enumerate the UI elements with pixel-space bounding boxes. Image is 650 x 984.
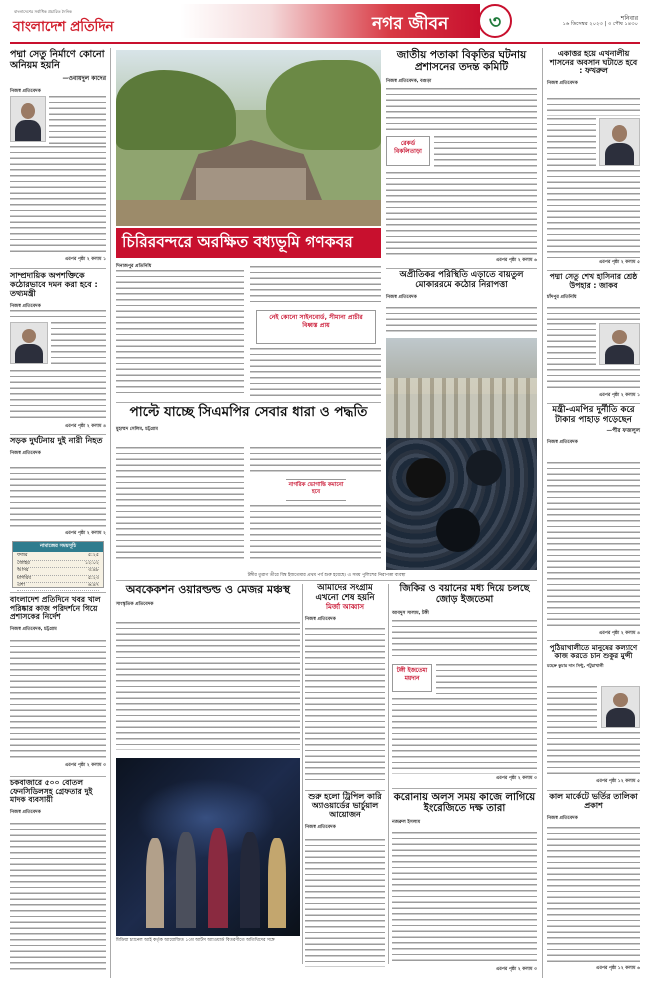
section-divider — [116, 580, 537, 581]
article-headline: আমাদের সংগ্রাম এখনো শেষ হয়নি — [315, 583, 375, 603]
article-body — [10, 823, 106, 973]
article-headline: অপ্রীতিকর পরিস্থিতি এড়াতে বায়তুল মোকাররমে কঠোর নিরাপত্তা — [399, 270, 524, 290]
article-headline: কাল মার্কেটে ভর্তির তালিকা প্রকাশ — [549, 792, 638, 810]
author-photo — [599, 118, 640, 166]
column-divider — [110, 48, 111, 978]
info-box-text: টঙ্গী ইজতেমা ময়দান — [396, 668, 428, 682]
author-photo — [601, 686, 640, 728]
article-body — [386, 88, 537, 132]
article-cmp[interactable] — [116, 405, 381, 565]
article-kalmarket[interactable] — [547, 793, 640, 975]
article-reporter: মুহাম্মদ সেলিম, চট্টগ্রাম — [116, 427, 158, 433]
prayer-time: ১২:০২ — [84, 560, 99, 566]
article-body — [386, 307, 537, 333]
article-body — [547, 369, 640, 391]
continued-note: এরপর পৃষ্ঠা ২ কলাম ৪ — [598, 631, 640, 636]
masthead-day: শনিবার — [620, 15, 638, 22]
article-padma-gift[interactable] — [547, 273, 640, 401]
article-reporter: আবদুস সালাম, টঙ্গী — [392, 611, 429, 617]
continued-note: এরপর পৃষ্ঠা ২ কলাম ২ — [64, 531, 106, 536]
section-divider — [547, 403, 640, 404]
prayer-time: ৫:২৫ — [88, 553, 99, 558]
continued-note: এরপর পৃষ্ঠা ২ কলাম ১ — [598, 393, 640, 398]
article-canal[interactable] — [10, 596, 106, 772]
prayer-time-row — [17, 568, 99, 576]
column-divider — [542, 48, 543, 978]
article-body — [547, 118, 596, 168]
prayer-times-title: নামাজের সময়সূচি — [13, 542, 103, 552]
article-body — [250, 505, 381, 561]
article-padma-bridge[interactable] — [10, 50, 106, 265]
article-headline: চিরিরবন্দরে অরক্ষিত বধ্যভূমি গণকবর — [122, 233, 353, 251]
column-divider — [302, 584, 303, 964]
prayer-time: ৫:২৩ — [88, 575, 99, 581]
article-body — [392, 832, 537, 964]
section-divider — [547, 790, 640, 791]
continued-note: এরপর পৃষ্ঠা ২ কলাম ৩ — [64, 763, 106, 768]
continued-note: এরপর পৃষ্ঠা ২ কলাম ৬ — [495, 258, 537, 263]
photo-caption: টঙ্গীর তুরাগ তীরে বিশ্ব ইজতেমার প্রথম পর্ব শুরু হয়েছে। এ সময় পুলিশের নিরাপত্তা ব্যবস্থা — [247, 573, 406, 578]
article-body — [250, 447, 381, 475]
article-reporter: নিজস্ব প্রতিবেদক — [547, 815, 578, 821]
article-puthia[interactable] — [547, 644, 640, 788]
article-reporter: নিজস্ব প্রতিবেদক — [386, 295, 417, 301]
prayer-time: ৩:৪৮ — [88, 568, 99, 574]
article-reporter: মহেদ্রু কুমার দাস সিন্টু, পটুয়াখালী — [547, 663, 604, 669]
article-headline: অবকেকশন ওয়ারল্ডল্ড ও মেজর মঞ্চস্থ — [125, 583, 291, 596]
page-number: ৩ — [488, 11, 502, 33]
article-chiribandar[interactable] — [116, 262, 381, 398]
article-headline: সাম্প্রদায়িক অপশক্তিকে কঠোরভাবে দমন করা হবে : তথ্যমন্ত্রী — [10, 271, 98, 298]
article-headline: পাল্টে যাচ্ছে সিএমপির সেবার ধারা ও পদ্ধতি — [129, 404, 368, 420]
article-body — [547, 462, 640, 628]
section-divider — [10, 592, 106, 593]
article-drug[interactable] — [10, 779, 106, 979]
article-body — [547, 98, 640, 116]
article-body — [434, 136, 537, 168]
article-ijtema[interactable] — [392, 584, 537, 784]
section-divider — [547, 270, 640, 271]
article-reporter: সাংস্কৃতিক প্রতিবেদক — [116, 602, 154, 608]
section-divider — [547, 640, 640, 641]
info-box-text: রেকর্ড বিকলিতাড়া — [394, 140, 422, 155]
photo-ijtema-police — [386, 338, 537, 570]
article-body — [392, 620, 537, 660]
pull-quote-text: নেই কোনো সাইনবোর্ড, সীমানা প্রাচীর বিধ্বস্ত প্রায় — [269, 314, 363, 329]
article-reporter: চাঁদপুর প্রতিনিধি — [547, 295, 577, 300]
masthead-date: ১৬ ডিসেম্বর ২০২৩ | ৩ পৌষ ১৪৩০ — [562, 21, 638, 27]
article-headline: জাতীয় পতাকা বিকৃতির ঘটনায় প্রশাসনের তদন্ত কমিটি — [396, 49, 527, 73]
article-reporter: নিজস্ব প্রতিবেদক — [10, 303, 41, 309]
article-body — [305, 839, 385, 967]
article-headline: বাংলাদেশ প্রতিদিনে খবর খাল পরিষ্কার কাজ পরিদর্শনে গিয়ে প্রশাসকের নির্দেশ — [10, 595, 101, 621]
photo-award-ceremony — [116, 758, 300, 936]
article-sangram[interactable] — [305, 584, 385, 784]
article-headline: শুরু হলো ট্রিপিল কারি অ্যাওয়ার্ডের ভার্চুয়াল আয়োজন — [308, 792, 382, 819]
article-body — [250, 348, 381, 396]
photo-mass-grave — [116, 50, 381, 226]
article-obakeshon[interactable] — [116, 584, 300, 754]
article-body — [51, 322, 106, 368]
prayer-time: ৬:৪৭ — [88, 583, 99, 589]
article-body — [305, 628, 385, 780]
article-body — [547, 170, 640, 258]
section-divider — [392, 788, 537, 789]
section-divider — [116, 402, 381, 403]
article-body — [547, 827, 640, 963]
article-tripti[interactable] — [305, 793, 385, 973]
article-accident[interactable] — [10, 437, 106, 537]
author-photo — [10, 322, 48, 364]
prayer-name: এশা — [17, 583, 25, 589]
author-photo — [10, 96, 46, 142]
article-body — [250, 266, 381, 306]
article-body — [547, 732, 640, 776]
article-headline: মন্ত্রী-এমপির দুর্নীতি করে টাকার পাহাড় গড়েছেন — [552, 405, 635, 425]
article-headline: চকবাজারে ৫০০ বোতল ফেনসিডিলসহ গ্রেফতার দুই মাদক ব্যবসায়ী — [10, 778, 93, 804]
article-reporter: নিজস্ব প্রতিবেদক — [547, 440, 578, 446]
prayer-name: জোহর — [17, 560, 30, 566]
article-ekattor[interactable] — [547, 50, 640, 268]
prayer-name: মাগরিব — [17, 575, 31, 581]
article-body — [386, 172, 537, 256]
article-body — [10, 146, 106, 254]
article-reporter: নিজস্ব প্রতিবেদক — [10, 450, 41, 456]
headline-banner-chiribandar[interactable] — [116, 228, 381, 258]
section-title: নগর জীবন — [372, 14, 449, 34]
article-reporter: নিজস্ব প্রতিবেদক, বগুড়া — [386, 78, 432, 84]
prayer-name: আসর — [17, 568, 29, 574]
article-baitul-mukarram[interactable] — [386, 271, 537, 335]
prayer-time-row — [17, 561, 99, 569]
article-body — [547, 307, 640, 321]
masthead-tagline: বাংলাদেশের সর্বাধিক প্রচারিত দৈনিক — [14, 9, 72, 14]
prayer-time-row — [17, 583, 99, 591]
prayer-times-table — [13, 552, 103, 592]
article-reporter: নিজস্ব প্রতিবেদক — [10, 89, 41, 95]
continued-note: এরপর পৃষ্ঠা ১২ কলাম ৬ — [595, 966, 640, 971]
prayer-time-row — [17, 576, 99, 584]
info-box — [392, 664, 432, 692]
article-body — [436, 664, 537, 694]
continued-note: এরপর পৃষ্ঠা ২ কলাম ১ — [64, 257, 106, 262]
info-box — [386, 136, 430, 166]
article-body — [49, 96, 106, 144]
masthead-rule — [10, 42, 640, 44]
section-divider — [10, 434, 106, 435]
photo-caption: মিডিয়া চ্যানেল আই কর্তৃক আয়োজিত ১০ম আর্টস অ্যাওয়ার্ড বিতরণীতে অতিথিদের সঙ্গে — [116, 938, 275, 943]
article-body — [392, 698, 537, 774]
continued-note: এরপর পৃষ্ঠা ২ কলাম ৪ — [64, 424, 106, 429]
column-divider — [388, 584, 389, 964]
section-divider — [386, 268, 537, 269]
masthead — [0, 0, 650, 44]
article-body — [547, 323, 596, 367]
section-divider — [10, 776, 106, 777]
article-reporter: দিনাজপুর প্রতিনিধি — [116, 264, 152, 269]
article-sampradayik[interactable] — [10, 272, 106, 432]
article-headline: একাত্তর হয়ে এখনালীয় শাসনের অবসান ঘটাতে হবে : ফখরুল — [549, 49, 638, 76]
article-body — [116, 447, 244, 561]
article-reporter: নিজস্ব প্রতিবেদক — [305, 824, 336, 830]
continued-note: এরপর পৃষ্ঠা ২ কলাম ৩ — [495, 776, 537, 781]
article-body — [547, 686, 597, 728]
article-reporter: নজরুল ইসলাম — [392, 820, 421, 826]
article-headline: পদ্মা সেতু নির্মাণে কোনো অনিয়ম হয়নি — [10, 49, 105, 71]
article-headline: জিকির ও বয়ানের মধ্য দিয়ে চলছে জোড় ইজতেমা — [399, 583, 530, 605]
pull-quote-text: নাগরিক ভোগান্তি কমানো হবে — [288, 482, 344, 496]
article-reporter: নিজস্ব প্রতিবেদক — [547, 81, 578, 87]
article-reporter: নিজস্ব প্রতিবেদক, চট্টগ্রাম — [10, 626, 57, 632]
prayer-name: ফজর — [17, 553, 28, 558]
prayer-time-row — [17, 553, 99, 561]
article-reporter: নিজস্ব প্রতিবেদক — [10, 809, 41, 815]
article-reporter: নিজস্ব প্রতিবেদক — [305, 616, 336, 622]
article-minister[interactable] — [547, 406, 640, 638]
author-photo — [599, 323, 640, 365]
article-body — [116, 622, 300, 750]
pull-quote — [286, 479, 346, 501]
article-headline: সড়ক দুর্ঘটনায় দুই নারী নিহত — [10, 436, 103, 445]
article-corona[interactable] — [392, 792, 537, 976]
article-body — [10, 310, 106, 318]
article-byline: —ওবায়দুল কাদের — [62, 75, 106, 83]
pull-quote — [256, 310, 376, 344]
article-byline: —পীর ফজলুল — [606, 428, 640, 435]
article-body — [10, 370, 106, 422]
article-headline: করোনায় অলস সময় কাজে লাগিয়ে ইংরেজিতে দক্ষ তারা — [393, 792, 536, 815]
article-headline: পদ্মা সেতু শেখ হাসিনার শ্রেষ্ঠ উপহার : জাকব — [549, 272, 638, 290]
continued-note: এরপর পৃষ্ঠা ২ কলাম ৫ — [598, 260, 640, 265]
article-headline: পুঠিয়াখালীতে মানুষের কল্যাণে কাজ করতে চান শুকুর মুন্সী — [549, 643, 638, 661]
masthead-logo[interactable]: বাংলাদেশ প্রতিদিন — [13, 19, 114, 35]
prayer-times-box — [12, 541, 104, 588]
continued-note: এরপর পৃষ্ঠা ২ কলাম ৩ — [495, 967, 537, 972]
continued-note: এরপর পৃষ্ঠা ১২ কলাম ৫ — [595, 779, 640, 784]
article-flag[interactable] — [386, 50, 537, 266]
article-body — [10, 467, 106, 529]
article-byline: মির্জা আব্বাস — [326, 603, 364, 612]
section-divider — [10, 268, 106, 269]
section-divider — [305, 790, 385, 791]
article-body — [116, 270, 244, 396]
article-body — [10, 640, 106, 760]
